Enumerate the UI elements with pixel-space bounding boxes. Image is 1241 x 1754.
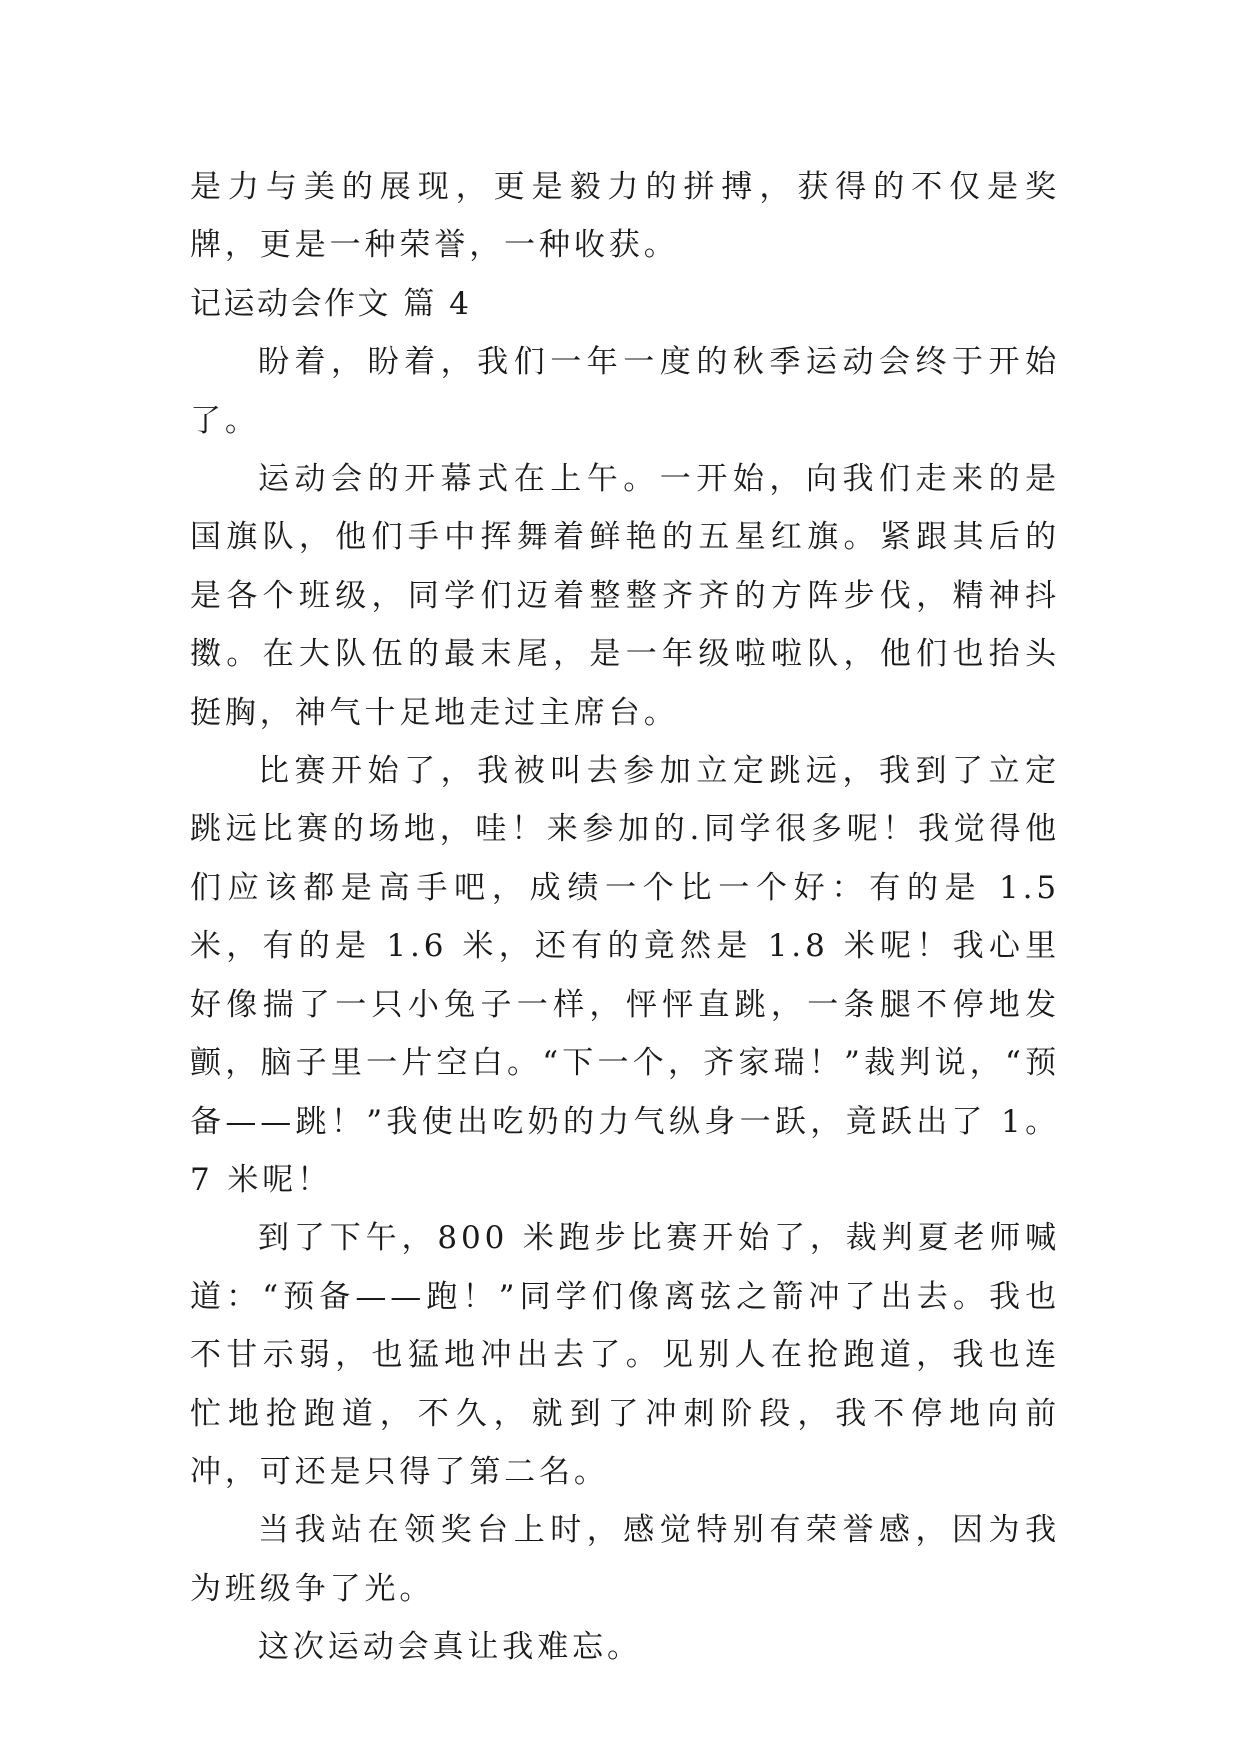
paragraph-1: 盼着，盼着，我们一年一度的秋季运动会终于开始了。 [190,344,1060,439]
section-title: 记运动会作文 篇 4 [190,285,472,322]
paragraph-4: 到了下午，800 米跑步比赛开始了，裁判夏老师喊道：“预备——跑！”同学们像离弦之箭冲了出去。我也不甘示弱，也猛地冲出去了。见别人在抢跑道，我也连忙地抢跑道，不久，就到了冲刺阶段，我不停地向前冲，可还是只得了第二名。 [190,1220,1060,1490]
paragraph-5: 当我站在领奖台上时，感觉特别有荣誉感，因为我为班级争了光。 [190,1512,1060,1607]
continuation-paragraph: 是力与美的展现，更是毅力的拼搏，获得的不仅是奖牌，更是一种荣誉，一种收获。 [190,169,1060,264]
paragraph-2: 运动会的开幕式在上午。一开始，向我们走来的是国旗队，他们手中挥舞着鲜艳的五星红旗。紧跟其后的是各个班级，同学们迈着整整齐齐的方阵步伐，精神抖擞。在大队伍的最末尾，是一年级啦啦队，他们也抬头挺胸，神气十足地走过主席台。 [190,461,1060,731]
paragraph-3: 比赛开始了，我被叫去参加立定跳远，我到了立定跳远比赛的场地，哇！来参加的.同学很多呢！我觉得他们应该都是高手吧，成绩一个比一个好：有的是 1.5 米，有的是 1.6 米，还有的竟然是 1.8 米呢！我心里好像揣了一只小兔子一样，怦怦直跳，一条腿不停地发颤，脑子里一片空白。“下一个，齐家瑞！”裁判说，“预备——跳！”我使出吃奶的力气纵身一跃，竟跃出了 1。7 米呢！ [190,753,1060,1198]
document-body [190,158,1060,1677]
paragraph-6: 这次运动会真让我难忘。 [258,1629,642,1666]
